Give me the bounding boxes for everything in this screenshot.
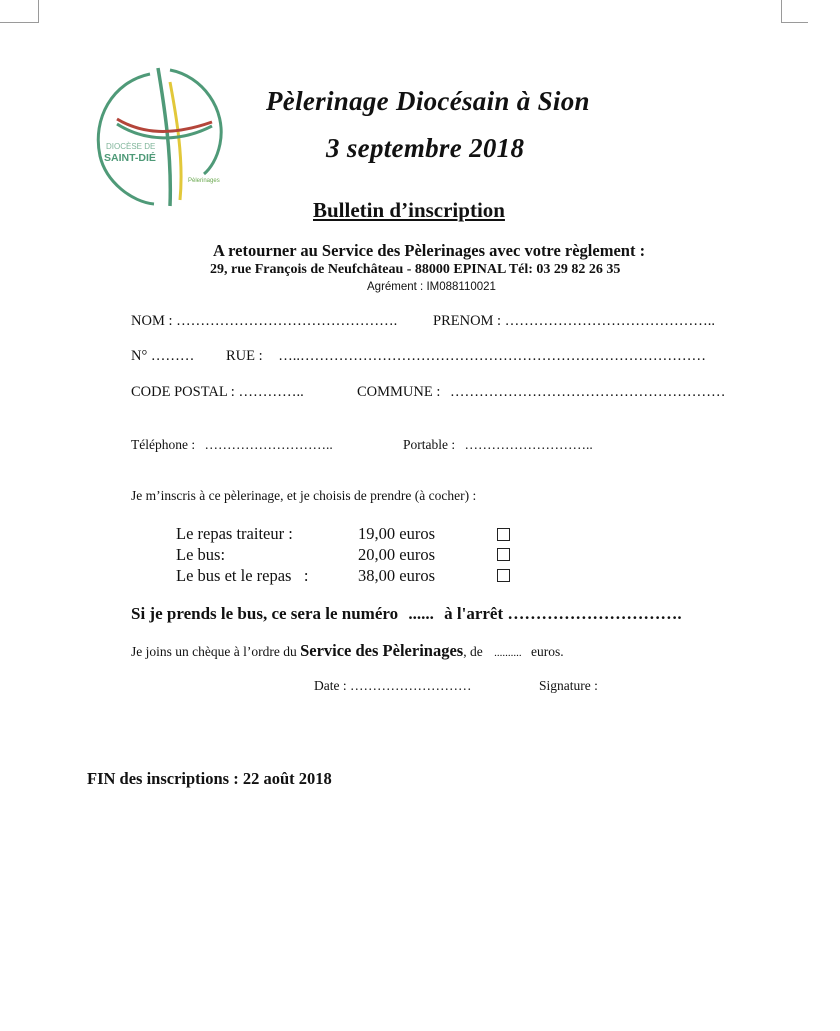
- logo-sub: Pèlerinages: [188, 178, 220, 184]
- option-price-bus-repas: 38,00 euros: [358, 566, 435, 585]
- address-line: 29, rue François de Neufchâteau - 88000 EPINAL Tél: 03 29 82 26 35: [210, 262, 621, 277]
- option-checkbox-bus[interactable]: [497, 548, 510, 561]
- logo-line1: DIOCÈSE DE: [106, 142, 156, 151]
- cheque-org: Service des Pèlerinages: [300, 641, 464, 660]
- portable-label: Portable :: [403, 437, 456, 452]
- bus-arret-dots[interactable]: ………………………….: [507, 604, 682, 623]
- cheque-text2: , de: [463, 644, 483, 659]
- portable-field[interactable]: [403, 437, 593, 453]
- option-price-bus: 20,00 euros: [358, 545, 435, 564]
- date-field[interactable]: [314, 678, 472, 694]
- code-postal-label: CODE POSTAL :: [131, 384, 235, 400]
- bus-numero-dots[interactable]: ......: [408, 604, 434, 623]
- signature-label: Signature :: [539, 678, 598, 693]
- prenom-dots[interactable]: ……………………………………..: [504, 313, 715, 329]
- numero-label: N°: [131, 348, 148, 364]
- bus-text2: à l'arrêt: [444, 604, 504, 623]
- date-dots[interactable]: ………………………: [350, 678, 472, 693]
- numero-field[interactable]: [131, 348, 194, 365]
- commune-field[interactable]: [357, 384, 726, 401]
- nom-dots[interactable]: ……………………………………….: [176, 313, 398, 329]
- cheque-text3: euros.: [530, 644, 564, 659]
- telephone-dots[interactable]: ………………………..: [204, 437, 333, 452]
- logo-line2: SAINT-DIÉ: [104, 152, 156, 164]
- date-label: Date :: [314, 678, 347, 693]
- option-label-bus-repas: Le bus et le repas :: [176, 566, 309, 585]
- rue-field[interactable]: [226, 348, 706, 365]
- bulletin-heading: Bulletin d’inscription: [313, 198, 505, 222]
- option-label-bus: Le bus:: [176, 545, 226, 564]
- title-line1: Pèlerinage Diocésain à Sion: [266, 86, 590, 116]
- telephone-label: Téléphone :: [131, 437, 196, 452]
- commune-dots[interactable]: …………………………………………………: [450, 384, 726, 400]
- rue-dots[interactable]: …..…………………………………………………………………………: [278, 348, 707, 364]
- rue-label: RUE :: [226, 348, 263, 364]
- telephone-field[interactable]: [131, 437, 333, 453]
- option-label-repas: Le repas traiteur :: [176, 524, 293, 543]
- crop-mark-top-right: [781, 0, 808, 23]
- cheque-text1: Je joins un chèque à l’ordre du: [131, 644, 297, 659]
- portable-dots[interactable]: ………………………..: [464, 437, 593, 452]
- option-checkbox-bus-repas[interactable]: [497, 569, 510, 582]
- crop-mark-top-left: [0, 0, 39, 23]
- prenom-label: PRENOM :: [433, 313, 502, 329]
- numero-dots[interactable]: ………: [150, 348, 195, 364]
- cheque-line: [131, 641, 564, 661]
- choice-intro: Je m’inscris à ce pèlerinage, et je choisis de prendre (à cocher) :: [131, 488, 477, 503]
- cross-circle-icon: [92, 64, 232, 209]
- return-instruction: A retourner au Service des Pèlerinages avec votre règlement :: [213, 241, 646, 260]
- bus-text1: Si je prends le bus, ce sera le numéro: [131, 604, 399, 623]
- agrement-number: Agrément : IM088110021: [367, 281, 496, 293]
- nom-field[interactable]: [131, 313, 397, 330]
- deadline: FIN des inscriptions : 22 août 2018: [87, 769, 332, 788]
- prenom-field[interactable]: [433, 313, 715, 330]
- nom-label: NOM :: [131, 313, 173, 329]
- cheque-amount-dots[interactable]: ..........: [494, 647, 522, 659]
- commune-label: COMMUNE :: [357, 384, 441, 400]
- option-checkbox-repas[interactable]: [497, 528, 510, 541]
- diocese-logo: [92, 64, 232, 209]
- option-price-repas: 19,00 euros: [358, 524, 435, 543]
- title-line2: 3 septembre 2018: [326, 133, 525, 163]
- bus-line: [131, 604, 682, 624]
- code-postal-dots[interactable]: …………..: [238, 384, 304, 400]
- code-postal-field[interactable]: [131, 384, 304, 401]
